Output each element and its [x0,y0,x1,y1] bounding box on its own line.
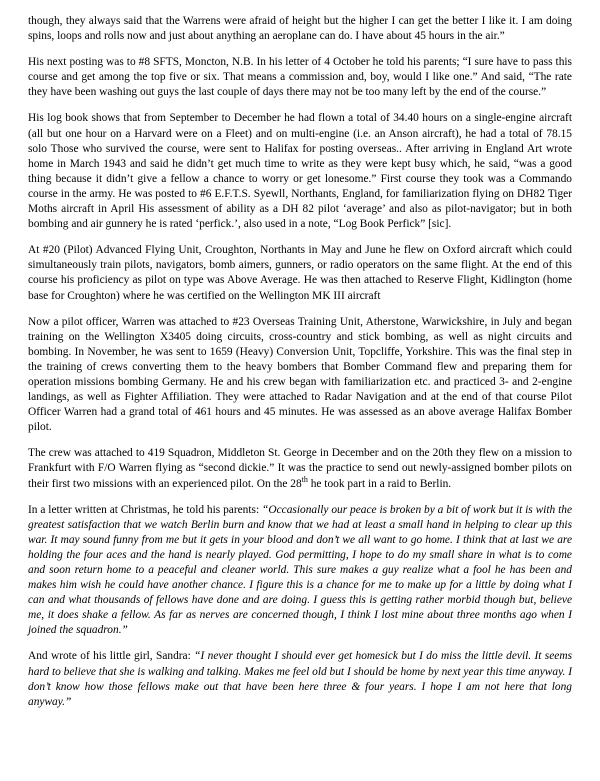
paragraph-1: though, they always said that the Warrens were afraid of height but the higher I can get the better I like it. I am doing spins, loops and rolls now and just about anything an aeroplane can do. I have about 45 hours in the air.” [28,15,572,43]
paragraph-6-text-before: The crew was attached to 419 Squadron, Middleton St. George in December and on the 20th they flew on a mission to Frankfurt with F/O Warren flying as “second dickie.” It was the practice to send out newly-assigned bomber pilots on their first two missions with an experienced pilot. On the 28 [28,447,572,490]
paragraph-6-text-after: he took part in a raid to Berlin. [307,477,452,490]
paragraph-8-quote: “I never thought I should ever get homesick but I do miss the little devil. It seems hard to believe that she is walking and talking. Makes me feel old but I should be home by next year this time anyway. I don’t know how those fellows make out that have been here three & four years. I hope I am not here that long anyway.” [28,650,573,708]
paragraph-7-quote: “Occasionally our peace is broken by a bit of work but it is with the greatest satisfaction that we watch Berlin burn and know that we had at least a small hand in helping to clear up this war. It may sound funny from me but it gets in your blood and don’t we all want to go home. I think that at last we are holding the four aces and the hand is nearly played. God permitting, I hope to do my small share in what is to come and soon return home to a peaceful and cleaner world. This sure makes a guy realize what a fool he has been and makes him wish he could have another chance. I figure this is a chance for me to make up for a little by doing what I can and what thousands of fellows have done and are doing. I guess this is getting rather morbid though but, believe me, it does shake a fellow. As far as nerves are concerned though, I think I lost mine about three months ago when I joined the squadron.” [28,503,572,637]
paragraph-4: At #20 (Pilot) Advanced Flying Unit, Croughton, Northants in May and June he flew on Oxford aircraft which could simultaneously train pilots, navigators, bomb aimers, gunners, or radio operators on the same flight. At the end of this course his proficiency as pilot on type was Above Average. He was then attached to Reserve Flight, Kidlington (home base for Croughton) where he was certified on the Wellington MK III aircraft [28,244,572,302]
paragraph-3: His log book shows that from September to December he had flown a total of 34.40 hours on a single-engine aircraft (all but one hour on a Harvard were on a Fleet) and on multi-engine (i.e. an Anson aircraft), he had a total of 78.15 solo Those who survived the course, were sent to Halifax for posting overseas.. After arriving in England Art wrote home in March 1943 and said he didn’t get much time to write as they were kept busy which, he said, “was a good thing because it didn’t give a fellow a chance to worry or get lonesome.” First course they took was a Commando course in the army. He was posted to #6 E.F.T.S. Syewll, Northants, England, for familiarization flying on DH82 Tiger Moths aircraft in April His assessment of ability as a DH 82 pilot ‘average’ and also as pilot-navigator; but in both bombing and air gunnery he is rated ‘perfick.’, also used in a note, “Log Book Perfick” [sic]. [28,112,572,231]
paragraph-6 [28,446,572,491]
paragraph-5: Now a pilot officer, Warren was attached to #23 Overseas Training Unit, Atherstone, Warwickshire, in July and began training on the Wellington X3405 doing circuits, cross-country and stick bombing, as well as night circuits and bombing. In November, he was sent to 1659 (Heavy) Conversion Unit, Topcliffe, Yorkshire. This was the final step in the training of crews converting them to the heavy bombers that Bomber Command flew and preparing them for operation missions bombing Germany. He and his crew began with familiarization etc. and practiced 3- and 2-engine landings, as well as Fighter Affiliation. They were attached to Radar Navigation and at the end of that course Pilot Officer Warren had a grand total of 461 hours and 45 minutes. He was assessed as an above average Halifax Bomber pilot. [28,315,572,434]
paragraph-7-intro: In a letter written at Christmas, he told his parents: [28,503,263,516]
paragraph-2: His next posting was to #8 SFTS, Moncton, N.B. In his letter of 4 October he told his parents; “I sure have to pass this course and get among the top five or six. That means a commission and, boy, would I like one.” And said, “The rate they have been washing out guys the last couple of days there may not be too many left by the end of the course.” [28,56,572,99]
paragraph-8 [28,649,572,709]
paragraph-8-intro: And wrote of his little girl, Sandra: [28,650,195,663]
paragraph-7 [28,503,572,639]
paragraph-6-ordinal-suffix: th [301,474,308,484]
